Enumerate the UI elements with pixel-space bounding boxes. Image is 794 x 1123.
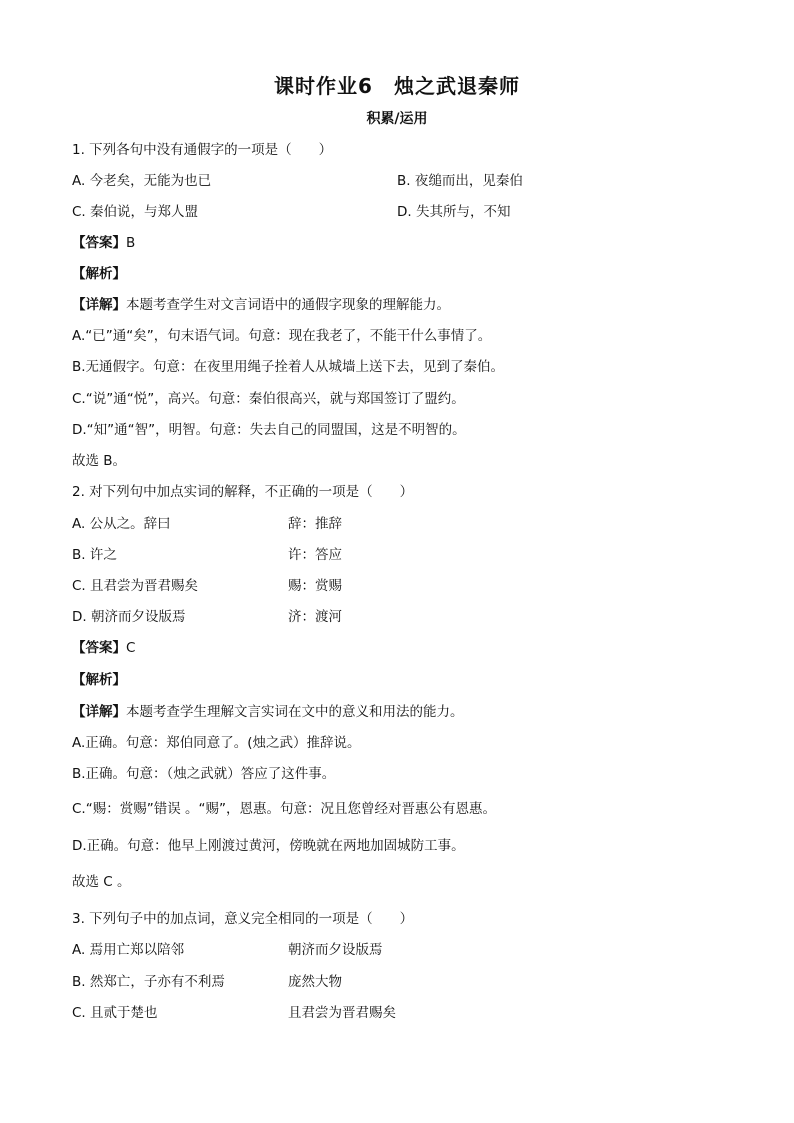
- q3-option-b: B. 然郑亡，子亦有不利焉: [72, 974, 225, 990]
- q2-analysis-line: D.正确。句意：他早上刚渡过黄河，傍晚就在两地加固城防工事。: [72, 838, 465, 854]
- q1-analysis-tag: 【解析】: [72, 266, 126, 282]
- question-3-stem: 3. 下列句子中的加点词，意义完全相同的一项是（ ）: [72, 911, 414, 927]
- q2-option-d-gloss: 济：渡河: [288, 609, 342, 625]
- question-1-stem: 1. 下列各句中没有通假字的一项是（ ）: [72, 142, 333, 158]
- q2-option-c: C. 且君尝为晋君赐矣: [72, 578, 199, 594]
- q3-option-a: A. 焉用亡郑以陪邻: [72, 942, 185, 958]
- q2-option-c-gloss: 赐：赏赐: [288, 578, 342, 594]
- q2-analysis-line: A.正确。句意：郑伯同意了。(烛之武）推辞说。: [72, 735, 361, 751]
- q1-analysis-line: A.“已”通“矣”，句末语气词。句意：现在我老了，不能干什么事情了。: [72, 328, 492, 344]
- page-title: 课时作业6 烛之武退秦师: [274, 74, 520, 98]
- q1-option-a: A. 今老矣，无能为也已: [72, 173, 212, 189]
- q3-option-c-compare: 且君尝为晋君赐矣: [288, 1005, 396, 1021]
- q2-option-b-gloss: 许：答应: [288, 547, 342, 563]
- q1-analysis-line: D.“知”通“智”，明智。句意：失去自己的同盟国，这是不明智的。: [72, 422, 466, 438]
- q1-option-c: C. 秦伯说，与郑人盟: [72, 204, 199, 220]
- question-2-stem: 2. 对下列句中加点实词的解释，不正确的一项是（ ）: [72, 484, 414, 500]
- detail-text: 本题考查学生理解文言实词在文中的意义和用法的能力。: [126, 704, 464, 720]
- q1-analysis-line: C.“说”通“悦”，高兴。句意：秦伯很高兴，就与郑国签订了盟约。: [72, 391, 465, 407]
- detail-text: 本题考查学生对文言词语中的通假字现象的理解能力。: [126, 297, 450, 313]
- q2-analysis-line: C.“赐：赏赐”错误 。“赐”，恩惠。句意：况且您曾经对晋惠公有恩惠。: [72, 801, 496, 817]
- answer-value: B: [126, 235, 136, 251]
- detail-tag: 【详解】: [72, 704, 126, 720]
- detail-tag: 【详解】: [72, 297, 126, 313]
- q2-option-b: B. 许之: [72, 547, 117, 563]
- q2-option-a-gloss: 辞：推辞: [288, 516, 342, 532]
- q3-option-b-compare: 庞然大物: [288, 974, 342, 990]
- q1-answer: [72, 234, 135, 252]
- q2-option-d: D. 朝济而夕设版焉: [72, 609, 186, 625]
- answer-value: C: [126, 640, 136, 656]
- q2-answer: [72, 639, 135, 657]
- q2-conclusion: 故选 C 。: [72, 874, 131, 890]
- q1-option-d: D. 失其所与，不知: [397, 204, 511, 220]
- q2-analysis-line: B.正确。句意：（烛之武就）答应了这件事。: [72, 766, 336, 782]
- q2-option-a: A. 公从之。辞曰: [72, 516, 171, 532]
- q1-option-b: B. 夜缒而出，见秦伯: [397, 173, 523, 189]
- q1-conclusion: 故选 B。: [72, 453, 127, 469]
- section-title: 积累/运用: [366, 111, 428, 127]
- q3-option-a-compare: 朝济而夕设版焉: [288, 942, 383, 958]
- q2-detail: [72, 703, 464, 721]
- q1-detail: [72, 296, 450, 314]
- answer-tag: 【答案】: [72, 235, 126, 251]
- answer-tag: 【答案】: [72, 640, 126, 656]
- q2-analysis-tag: 【解析】: [72, 672, 126, 688]
- q1-analysis-line: B.无通假字。句意：在夜里用绳子拴着人从城墙上送下去，见到了秦伯。: [72, 359, 505, 375]
- q3-option-c: C. 且贰于楚也: [72, 1005, 158, 1021]
